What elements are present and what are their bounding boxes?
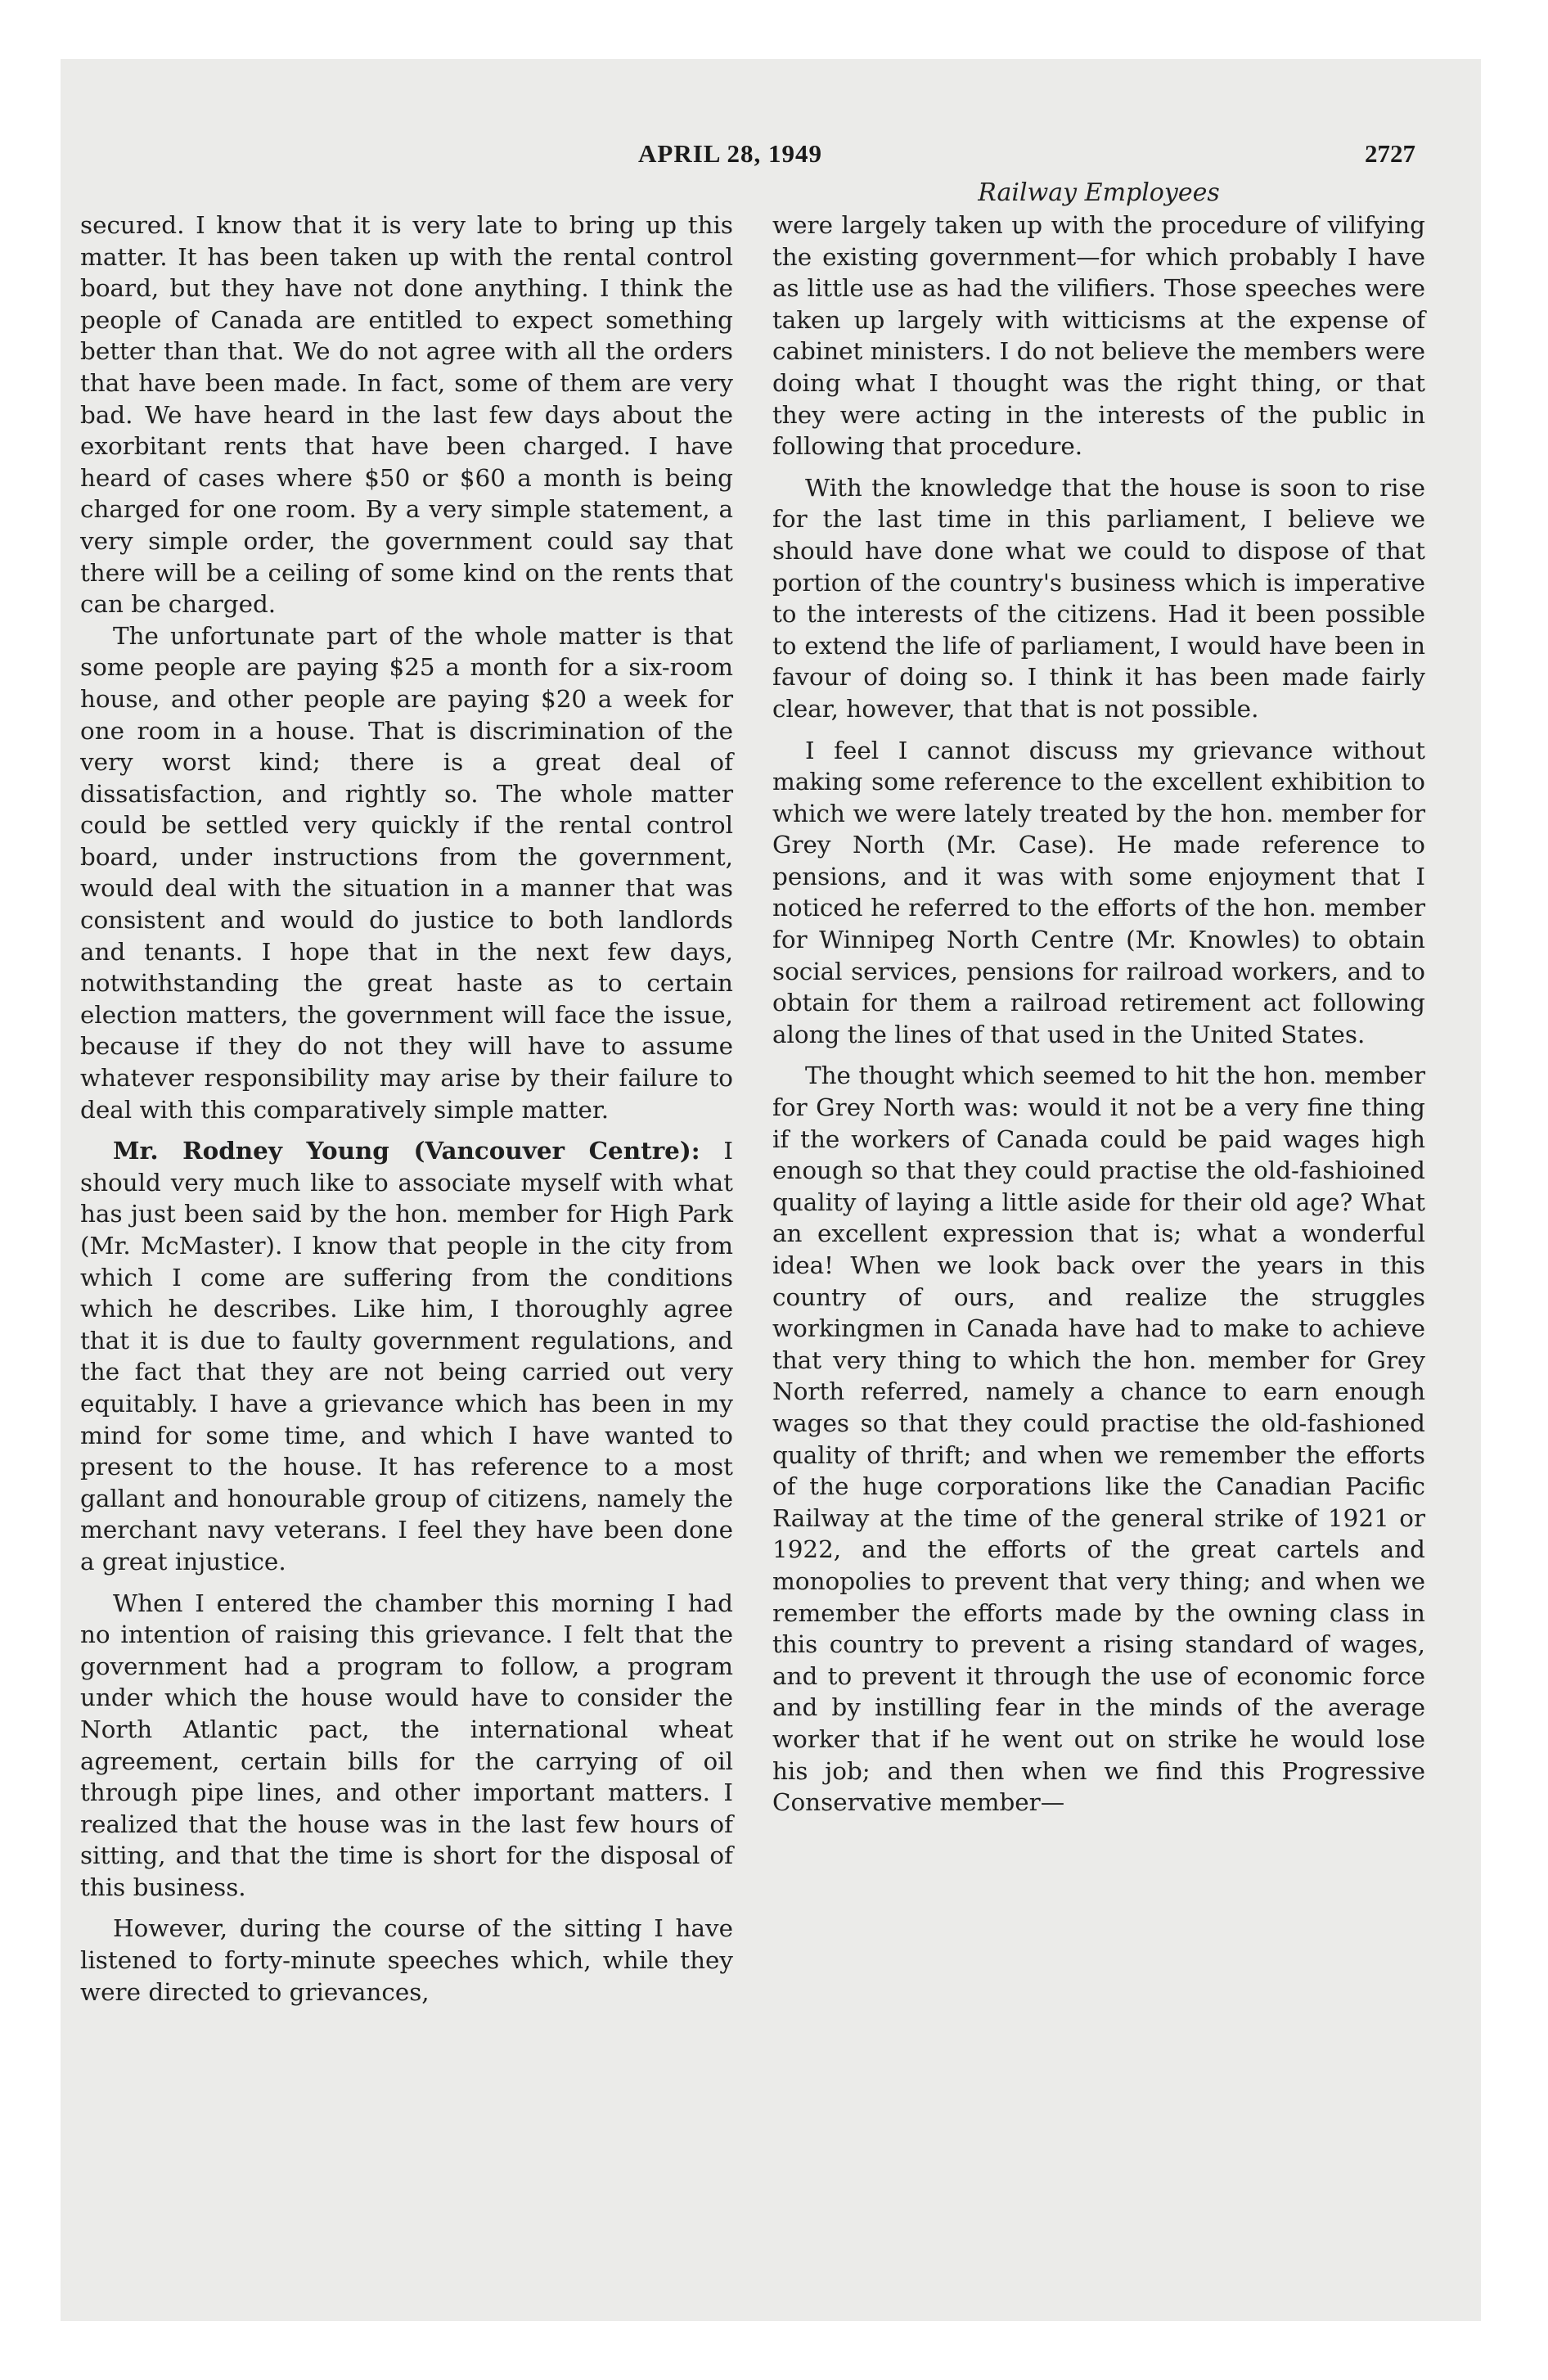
paragraph: However, during the course of the sitting I have listened to forty-minute speeches which, while they were directed to grievances, [80,1914,733,2006]
left-column [80,210,733,2008]
paragraph: When I entered the chamber this morning I had no intention of raising this grievance. I felt that the government had a program to follow, a program under which the house would have to consider the North Atlantic pact, the international wheat agreement, certain bills for the carrying of oil through pipe lines, and other important matters. I realized that the house was in the last few hours of sitting, and that the time is short for the disposal of this business. [80,1589,733,1901]
running-head [0,139,1548,172]
paragraph: I feel I cannot discuss my grievance without making some reference to the excellent exhibition to which we were lately treated by the hon. member for Grey North (Mr. Case). He made reference to pensions, and it was with some enjoyment that I noticed he referred to the efforts of the hon. member for Winnipeg North Centre (Mr. Knowles) to obtain social services, pensions for railroad workers, and to obtain for them a railroad retirement act following along the lines of that used in the United States. [772,736,1425,1048]
paragraph: were largely taken up with the procedure of vilifying the existing government—for which probably I have as little use as had the vilifiers. Those speeches were taken up largely with witticisms at the expense of cabinet ministers. I do not believe the members were doing what I thought was the right thing, or that they were acting in the interests of the public in following that procedure. [772,211,1425,461]
paragraph-text: I should very much like to associate myself with what has just been said by the hon. member for High Park (Mr. McMaster). I know that people in the city from which I come are suffering from the conditions which he describes. Like him, I thoroughly agree that it is due to faulty government regulations, and the fact that they are not being carried out very equitably. I have a grievance which has been in my mind for some time, and which I have wanted to present to the house. It has reference to a most gallant and honourable group of citizens, namely the merchant navy veterans. I feel they have been done a great injustice. [80,1137,733,1575]
paragraph: The unfortunate part of the whole matter is that some people are paying $25 a month for a six-room house, and other people are paying $20 a week for one room in a house. That is discrimination of the very worst kind; there is a great deal of dissatisfaction, and rightly so. The whole matter could be settled very quickly if the rental control board, under instructions from the government, would deal with the situation in a manner that was consistent and would do justice to both landlords and tenants. I hope that in the next few days, notwithstanding the great haste as to certain election matters, the government will face the issue, because if they do not they will have to assume whatever responsibility may arise by their failure to deal with this comparatively simple matter. [80,621,733,1124]
section-title: Railway Employees [978,178,1220,207]
paragraph [80,1135,733,1577]
paragraph: secured. I know that it is very late to bring up this matter. It has been taken up with the rental control board, but they have not done anything. I think the people of Canada are entitled to expect something better than that. We do not agree with all the orders that have been made. In fact, some of them are very bad. We have heard in the last few days about the exorbitant rents that have been charged. I have heard of cases where $50 or $60 a month is being charged for one room. By a very simple statement, a very simple order, the government could say that there will be a ceiling of some kind on the rents that can be charged. [80,211,733,619]
right-column [772,177,1425,1819]
page-date: APRIL 28, 1949 [638,139,822,168]
speaker-name: Mr. Rodney Young (Vancouver Centre): [113,1136,700,1165]
paragraph: The thought which seemed to hit the hon. member for Grey North was: would it not be a very fine thing if the workers of Canada could be paid wages high enough so that they could practise the old-fashioined quality of laying a little aside for their old age? What an excellent expression that is; what a wonderful idea! When we look back over the years in this country of ours, and realize the struggles workingmen in Canada have had to make to achieve that very thing to which the hon. member for Grey North referred, namely a chance to earn enough wages so that they could practise the old-fashioned quality of thrift; and when we remember the efforts of the huge corporations like the Canadian Pacific Railway at the time of the general strike of 1921 or 1922, and the efforts of the great cartels and monopolies to prevent that very thing; and when we remember the efforts made by the owning class in this country to prevent a rising standard of wages, and to prevent it through the use of economic force and by instilling fear in the minds of the average worker that if he went out on strike he would lose his job; and then when we find this Progressive Conservative member— [772,1062,1425,1817]
paragraph: With the knowledge that the house is soon to rise for the last time in this parliament, I believe we should have done what we could to dispose of that portion of the country's business which is imperative to the interests of the citizens. Had it been possible to extend the life of parliament, I would have been in favour of doing so. I think it has been made fairly clear, however, that that is not possible. [772,473,1425,723]
page-number: 2727 [1365,139,1415,168]
